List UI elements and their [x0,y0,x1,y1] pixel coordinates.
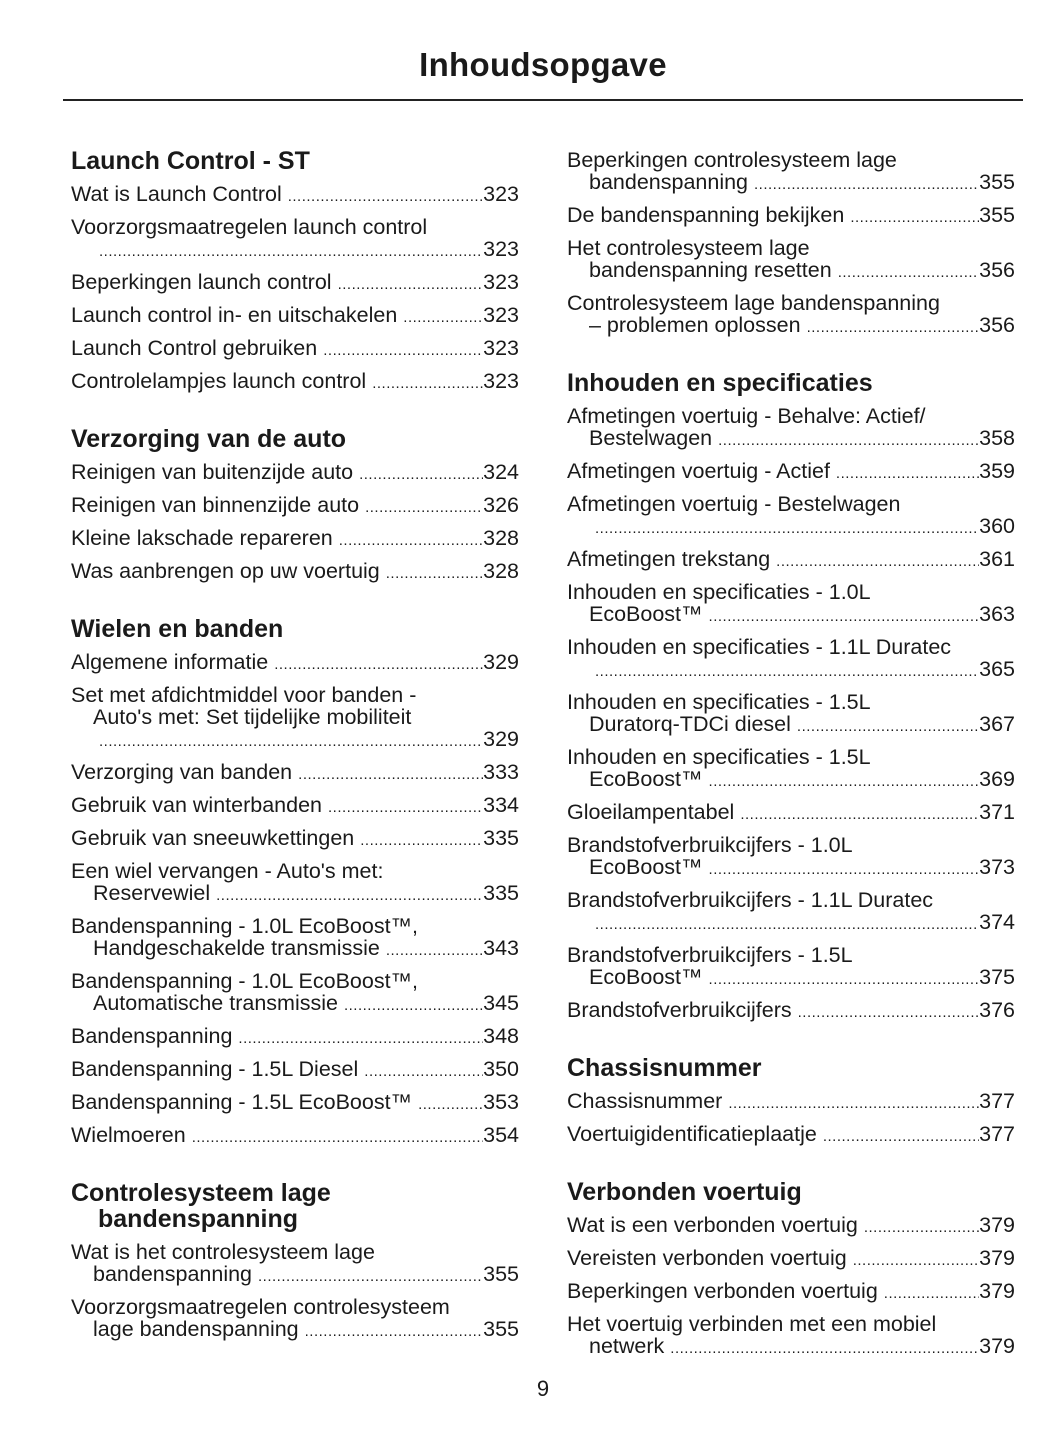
toc-entry-page[interactable]: 375 [979,965,1015,989]
toc-entry-page[interactable]: 345 [483,991,519,1015]
toc-entry-title[interactable]: De bandenspanning bekijken [567,203,845,227]
toc-entry-line [71,238,519,263]
toc-entry[interactable] [71,761,519,786]
dot-leader [364,1061,483,1083]
toc-entry-line [567,1123,1015,1148]
toc-entry-page[interactable]: 323 [483,336,519,360]
dot-leader [386,563,483,585]
section-heading [71,148,519,174]
toc-entry-line [567,1247,1015,1272]
toc-entry-title[interactable]: bandenspanning [93,1262,253,1286]
toc-entry-line[interactable]: Het voertuig verbinden met een mobiel [567,1312,937,1336]
toc-entry-line [567,658,1015,683]
toc-entry-page[interactable]: 356 [979,313,1015,337]
section-heading [567,1055,1015,1081]
toc-entry-page[interactable]: 379 [979,1246,1015,1270]
toc-entry-page[interactable]: 379 [979,1213,1015,1237]
toc-entry[interactable] [71,1025,519,1050]
toc-entry-line[interactable]: Brandstofverbruikcijfers - 1.5L [567,943,853,967]
toc-entry-line[interactable]: Het controlesysteem lage [567,236,810,260]
toc-section [567,149,1015,339]
toc-entry-page[interactable]: 365 [979,657,1015,681]
toc-entry[interactable] [71,1124,519,1149]
toc-entry-line[interactable]: Bandenspanning - 1.0L EcoBoost™, [71,969,419,993]
toc-entry-page[interactable]: 360 [979,514,1015,538]
toc-entry-title[interactable]: Bandenspanning - 1.5L EcoBoost™ [71,1090,413,1114]
toc-section [71,426,519,585]
toc-entry-line [71,937,519,962]
toc-entry[interactable] [71,337,519,362]
toc-entry-line [567,460,1015,485]
toc-entry[interactable] [567,1123,1015,1148]
toc-entry[interactable] [567,889,1015,936]
toc-entry-page[interactable]: 328 [483,526,519,550]
toc-entry-title[interactable]: Gebruik van winterbanden [71,793,322,817]
toc-entry-title[interactable]: Reinigen van binnenzijde auto [71,493,360,517]
toc-entry[interactable] [71,827,519,852]
dot-leader [386,940,483,962]
toc-entry[interactable] [567,548,1015,573]
toc-entry-line [71,728,519,753]
toc-entry-line [567,548,1015,573]
toc-entry[interactable] [567,405,1015,452]
dot-leader [344,995,483,1017]
toc-entry-line[interactable]: Controlesysteem lage bandenspanning [567,291,940,315]
toc-entry-page[interactable]: 355 [979,170,1015,194]
toc-entry-page[interactable]: 374 [979,910,1015,934]
toc-entry-page[interactable]: 355 [483,1317,519,1341]
dot-leader [798,1002,979,1024]
dot-leader [339,530,483,552]
toc-entry-title[interactable]: Launch Control gebruiken [71,336,318,360]
dot-leader [595,518,979,540]
toc-entry-page[interactable]: 323 [483,369,519,393]
toc-entry[interactable] [71,794,519,819]
section-heading [567,1179,1015,1205]
section-heading-line: Chassisnummer [567,1054,762,1082]
dot-leader [728,1093,979,1115]
toc-entry-line [71,651,519,676]
toc-entry[interactable] [71,915,519,962]
toc-entry-line[interactable]: Brandstofverbruikcijfers - 1.0L [567,833,853,857]
dot-leader [372,373,483,395]
toc-entry-line [71,560,519,585]
page-number: 9 [536,1376,550,1401]
toc-entry-page[interactable]: 379 [979,1334,1015,1358]
toc-entry[interactable] [71,1296,519,1343]
toc-entry-title[interactable]: – problemen oplossen [589,313,801,337]
toc-entry-page[interactable]: 335 [483,881,519,905]
toc-entry-page[interactable]: 355 [483,1262,519,1286]
toc-entry-page[interactable]: 356 [979,258,1015,282]
toc-entry-page[interactable]: 377 [979,1089,1015,1113]
dot-leader [99,241,483,263]
toc-entry-line [71,827,519,852]
dot-leader [754,174,979,196]
toc-entry-page[interactable]: 367 [979,712,1015,736]
section-heading-line: Inhouden en specificaties [567,369,873,397]
toc-entry-line [71,271,519,296]
dot-leader [884,1283,979,1305]
dot-leader [823,1126,979,1148]
toc-entry-page[interactable]: 354 [483,1123,519,1147]
dot-leader [338,274,484,296]
toc-entry-title[interactable]: Duratorq-TDCi diesel [589,712,791,736]
toc-entry-page[interactable]: 363 [979,602,1015,626]
toc-entry[interactable] [71,860,519,907]
toc-entry-title[interactable]: Controlelampjes launch control [71,369,367,393]
dot-leader [740,804,979,826]
toc-entry-line [71,370,519,395]
toc-entry-page[interactable]: 324 [483,460,519,484]
dot-leader [403,307,483,329]
toc-entry[interactable] [71,271,519,296]
toc-entry-page[interactable]: 323 [483,270,519,294]
toc-entry-title[interactable]: Was aanbrengen op uw voertuig [71,559,380,583]
toc-entry[interactable] [71,651,519,676]
toc-entry[interactable] [71,527,519,552]
toc-entry-page[interactable]: 379 [979,1279,1015,1303]
toc-entry-title[interactable]: Chassisnummer [567,1089,723,1113]
toc-entry[interactable] [71,370,519,395]
section-heading-line: Verzorging van de auto [71,425,347,453]
toc-entry-title[interactable]: Brandstofverbruikcijfers [567,998,792,1022]
toc-entry-line[interactable]: Inhouden en specificaties - 1.1L Duratec [567,635,952,659]
toc-entry-line [71,527,519,552]
dot-leader [323,340,483,362]
toc-entry-title[interactable]: Beperkingen launch control [71,270,332,294]
toc-entry-line [71,1318,519,1343]
dot-leader [807,317,980,339]
toc-section [567,1055,1015,1148]
section-heading [567,370,1015,396]
dot-leader [850,207,979,229]
toc-entry[interactable] [71,1091,519,1116]
dot-leader [670,1338,979,1360]
toc-entry-line[interactable]: Wat is het controlesysteem lage [71,1240,375,1264]
page-title: Inhoudsopgave [419,46,667,83]
toc-entry[interactable] [71,970,519,1017]
dot-leader [305,1321,483,1343]
toc-entry-line [71,761,519,786]
toc-entry-line[interactable]: Bandenspanning - 1.0L EcoBoost™, [71,914,419,938]
section-heading-line: Controlesysteem lage [71,1179,331,1207]
toc-entry-title[interactable]: netwerk [589,1334,665,1358]
toc-entry-line[interactable]: Afmetingen voertuig - Bestelwagen [567,492,901,516]
toc-entry-line [567,801,1015,826]
toc-right-column [567,149,1015,1391]
toc-entry-line [71,1058,519,1083]
toc-entry-page[interactable]: 377 [979,1122,1015,1146]
toc-entry-page[interactable]: 359 [979,459,1015,483]
dot-leader [709,771,980,793]
dot-leader [192,1127,483,1149]
toc-entry-page[interactable]: 335 [483,826,519,850]
toc-entry[interactable] [71,304,519,329]
dot-leader [595,661,979,683]
toc-entry-title[interactable]: Afmetingen trekstang [567,547,771,571]
toc-entry-title[interactable]: Bestelwagen [589,426,713,450]
toc-entry-line[interactable]: Inhouden en specificaties - 1.5L [567,690,871,714]
toc-entry-title[interactable]: EcoBoost™ [589,767,703,791]
toc-entry-line [567,259,1015,284]
toc-entry-page[interactable]: 343 [483,936,519,960]
toc-entry-line [567,713,1015,738]
toc-entry[interactable] [567,801,1015,826]
toc-entry-line [567,1214,1015,1239]
toc-entry-page[interactable]: 334 [483,793,519,817]
toc-entry[interactable] [567,1313,1015,1360]
toc-entry[interactable] [567,149,1015,196]
toc-entry-line[interactable]: Auto's met: Set tijdelijke mobiliteit [93,705,412,729]
toc-entry-title[interactable]: Gloeilampentabel [567,800,735,824]
dot-leader [595,914,979,936]
toc-entry-title[interactable]: Wat is een verbonden voertuig [567,1213,858,1237]
toc-entry[interactable] [567,292,1015,339]
dot-leader [288,186,483,208]
toc-entry-line [567,314,1015,339]
toc-entry-page[interactable]: 329 [483,650,519,674]
section-heading [71,616,519,642]
dot-leader [365,497,483,519]
toc-section [71,148,519,395]
toc-entry-title[interactable]: Algemene informatie [71,650,269,674]
dot-leader [359,464,483,486]
toc-entry-line[interactable]: Inhouden en specificaties - 1.0L [567,580,871,604]
toc-entry-line [71,1025,519,1050]
dot-leader [797,716,979,738]
section-heading [71,1180,519,1232]
toc-entry-page[interactable]: 358 [979,426,1015,450]
toc-entry-line [71,992,519,1017]
toc-entry-page[interactable]: 326 [483,493,519,517]
toc-entry-title[interactable]: Gebruik van sneeuwkettingen [71,826,355,850]
dot-leader [418,1094,483,1116]
toc-entry-page[interactable]: 333 [483,760,519,784]
toc-entry-line [567,171,1015,196]
toc-entry-line [567,1335,1015,1360]
toc-entry-page[interactable]: 373 [979,855,1015,879]
toc-entry[interactable] [567,944,1015,991]
toc-entry-title[interactable]: Voertuigidentificatieplaatje [567,1122,817,1146]
toc-entry-line[interactable]: Inhouden en specificaties - 1.5L [567,745,871,769]
toc-entry-line [71,183,519,208]
toc-entry-line [71,1263,519,1288]
toc-section [71,616,519,1149]
toc-entry[interactable] [567,1214,1015,1239]
toc-section [71,1180,519,1343]
toc-left-column [71,148,519,1374]
section-heading-line: Verbonden voertuig [567,1178,802,1206]
toc-entry-title[interactable]: Handgeschakelde transmissie [93,936,380,960]
toc-entry-line [567,204,1015,229]
toc-entry[interactable] [567,581,1015,628]
toc-entry-line [567,856,1015,881]
toc-entry-title[interactable]: lage bandenspanning [93,1317,299,1341]
dot-leader [258,1266,483,1288]
toc-entry[interactable] [567,691,1015,738]
dot-leader [709,606,980,628]
toc-entry-line [71,882,519,907]
toc-entry[interactable] [567,746,1015,793]
toc-entry-line[interactable]: Voorzorgsmaatregelen launch control [71,215,428,239]
dot-leader [216,885,483,907]
toc-entry-page[interactable]: 350 [483,1057,519,1081]
toc-entry[interactable] [567,1280,1015,1305]
toc-entry-page[interactable]: 348 [483,1024,519,1048]
toc-entry-line[interactable]: Set met afdichtmiddel voor banden - [71,683,417,707]
toc-entry-line[interactable]: Voorzorgsmaatregelen controlesysteem [71,1295,450,1319]
toc-entry-line [71,337,519,362]
toc-entry-page[interactable]: 371 [979,800,1015,824]
toc-entry-title[interactable]: Kleine lakschade repareren [71,526,333,550]
toc-entry-title[interactable]: EcoBoost™ [589,602,703,626]
toc-entry[interactable] [567,834,1015,881]
toc-entry-title[interactable]: bandenspanning [589,170,749,194]
dot-leader [838,262,979,284]
toc-entry-page[interactable]: 355 [979,203,1015,227]
toc-entry[interactable] [567,460,1015,485]
toc-entry[interactable] [71,461,519,486]
toc-entry[interactable] [71,216,519,263]
toc-entry-page[interactable]: 376 [979,998,1015,1022]
toc-entry[interactable] [567,636,1015,683]
dot-leader [298,764,483,786]
toc-entry-line [567,966,1015,991]
toc-entry-line [567,603,1015,628]
dot-leader [360,830,483,852]
toc-entry-line [71,461,519,486]
toc-entry-page[interactable]: 353 [483,1090,519,1114]
toc-entry[interactable] [71,560,519,585]
section-heading [71,426,519,452]
section-heading-line: Wielen en banden [71,615,284,643]
toc-entry-line[interactable]: Beperkingen controlesysteem lage [567,148,897,172]
toc-entry[interactable] [71,1058,519,1083]
toc-entry[interactable] [567,1247,1015,1272]
toc-entry[interactable] [567,493,1015,540]
dot-leader [776,551,979,573]
toc-entry-title[interactable]: Bandenspanning [71,1024,233,1048]
toc-entry-title[interactable]: Vereisten verbonden voertuig [567,1246,847,1270]
dot-leader [864,1217,979,1239]
toc-section [567,1179,1015,1360]
toc-entry-title[interactable]: Bandenspanning - 1.5L Diesel [71,1057,359,1081]
dot-leader [238,1028,483,1050]
toc-entry-page[interactable]: 369 [979,767,1015,791]
toc-entry-line [567,768,1015,793]
toc-entry-line [567,999,1015,1024]
section-heading-line: Launch Control - ST [71,147,310,175]
toc-entry-page[interactable]: 329 [483,727,519,751]
dot-leader [853,1250,979,1272]
dot-leader [709,969,980,991]
toc-entry-title[interactable]: Automatische transmissie [93,991,338,1015]
toc-entry-line[interactable]: Afmetingen voertuig - Behalve: Actief/ [567,404,926,428]
toc-entry-title[interactable]: bandenspanning resetten [589,258,832,282]
toc-entry-page[interactable]: 323 [483,182,519,206]
dot-leader [709,859,980,881]
toc-entry-title[interactable]: Afmetingen voertuig - Actief [567,459,830,483]
toc-entry-page[interactable]: 323 [483,303,519,327]
toc-entry-line [71,494,519,519]
toc-entry-line [71,794,519,819]
toc-entry-title[interactable]: Verzorging van banden [71,760,293,784]
toc-entry-line [567,515,1015,540]
toc-entry-line [71,304,519,329]
title-divider [63,99,1023,101]
toc-entry-line[interactable]: Brandstofverbruikcijfers - 1.1L Duratec [567,888,934,912]
toc-entry[interactable] [567,237,1015,284]
toc-entry[interactable] [71,1241,519,1288]
toc-entry[interactable] [567,999,1015,1024]
toc-entry-line[interactable]: Een wiel vervangen - Auto's met: [71,859,384,883]
dot-leader [99,731,483,753]
toc-entry-line [567,1280,1015,1305]
toc-entry[interactable] [567,204,1015,229]
toc-entry-line [71,1091,519,1116]
dot-leader [328,797,483,819]
toc-entry-title[interactable]: Beperkingen verbonden voertuig [567,1279,878,1303]
dot-leader [718,430,979,452]
toc-entry-page[interactable]: 323 [483,237,519,261]
toc-entry-line [567,1090,1015,1115]
toc-entry-title[interactable]: EcoBoost™ [589,965,703,989]
toc-entry-title[interactable]: Wielmoeren [71,1123,186,1147]
toc-entry-title[interactable]: Reinigen van buitenzijde auto [71,460,354,484]
toc-entry-title[interactable]: Wat is Launch Control [71,182,282,206]
toc-entry[interactable] [567,1090,1015,1115]
toc-section [567,370,1015,1024]
toc-entry-title[interactable]: Launch control in- en uitschakelen [71,303,398,327]
toc-entry-page[interactable]: 328 [483,559,519,583]
toc-entry[interactable] [71,183,519,208]
toc-entry-page[interactable]: 361 [979,547,1015,571]
toc-entry-line [71,1124,519,1149]
toc-entry-line [567,911,1015,936]
toc-entry[interactable] [71,494,519,519]
dot-leader [836,463,979,485]
toc-entry[interactable] [71,684,519,753]
section-heading-line: bandenspanning [98,1205,298,1233]
toc-entry-title[interactable]: Reservewiel [93,881,211,905]
dot-leader [274,654,483,676]
toc-entry-line [567,427,1015,452]
toc-entry-title[interactable]: EcoBoost™ [589,855,703,879]
